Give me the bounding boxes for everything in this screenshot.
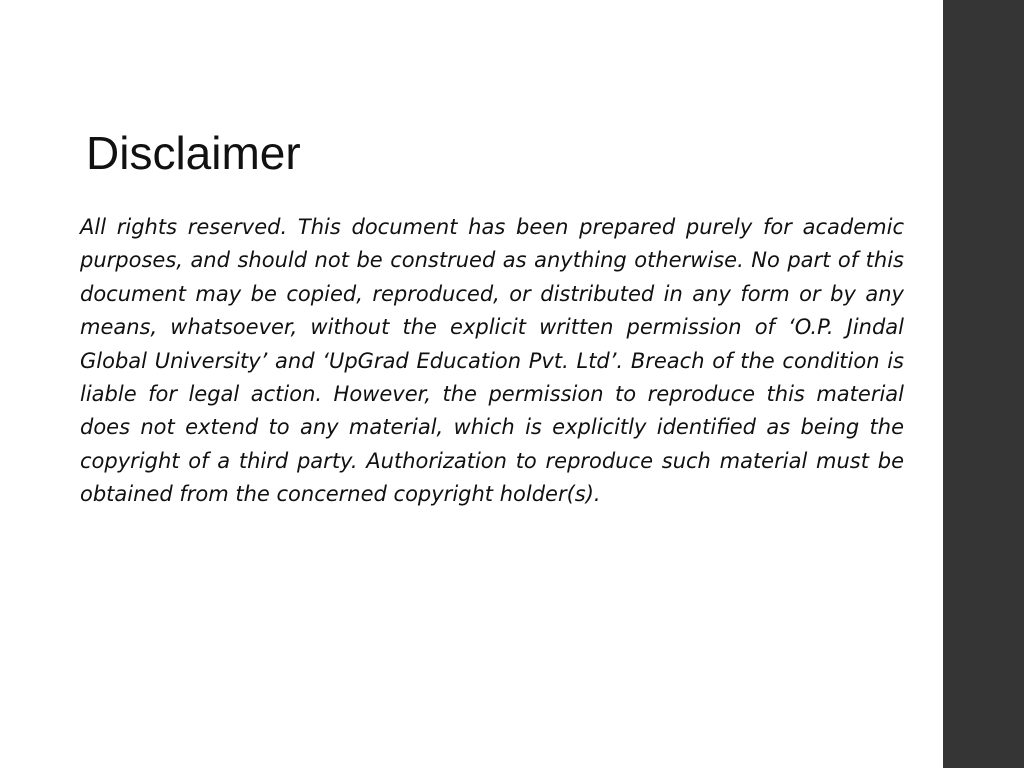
side-bar — [943, 0, 1024, 768]
slide-title: Disclaimer — [86, 127, 301, 179]
disclaimer-body-text: All rights reserved. This document has been prepared purely for academic purposes, and should not be construed as anything otherwise. No part of this document may be copied, reproduced, or distributed in any form or by any means, whatsoever, without the explicit written permission of ‘O.P. Jindal Global University’ and ‘UpGrad Education Pvt. Ltd’. Breach of the condition is liable for legal action. However, the permission to reproduce this material does not extend to any material, which is explicitly identified as being the copyright of a third party. Authorization to reproduce such material must be obtained from the concerned copyright holder(s). — [80, 215, 904, 507]
